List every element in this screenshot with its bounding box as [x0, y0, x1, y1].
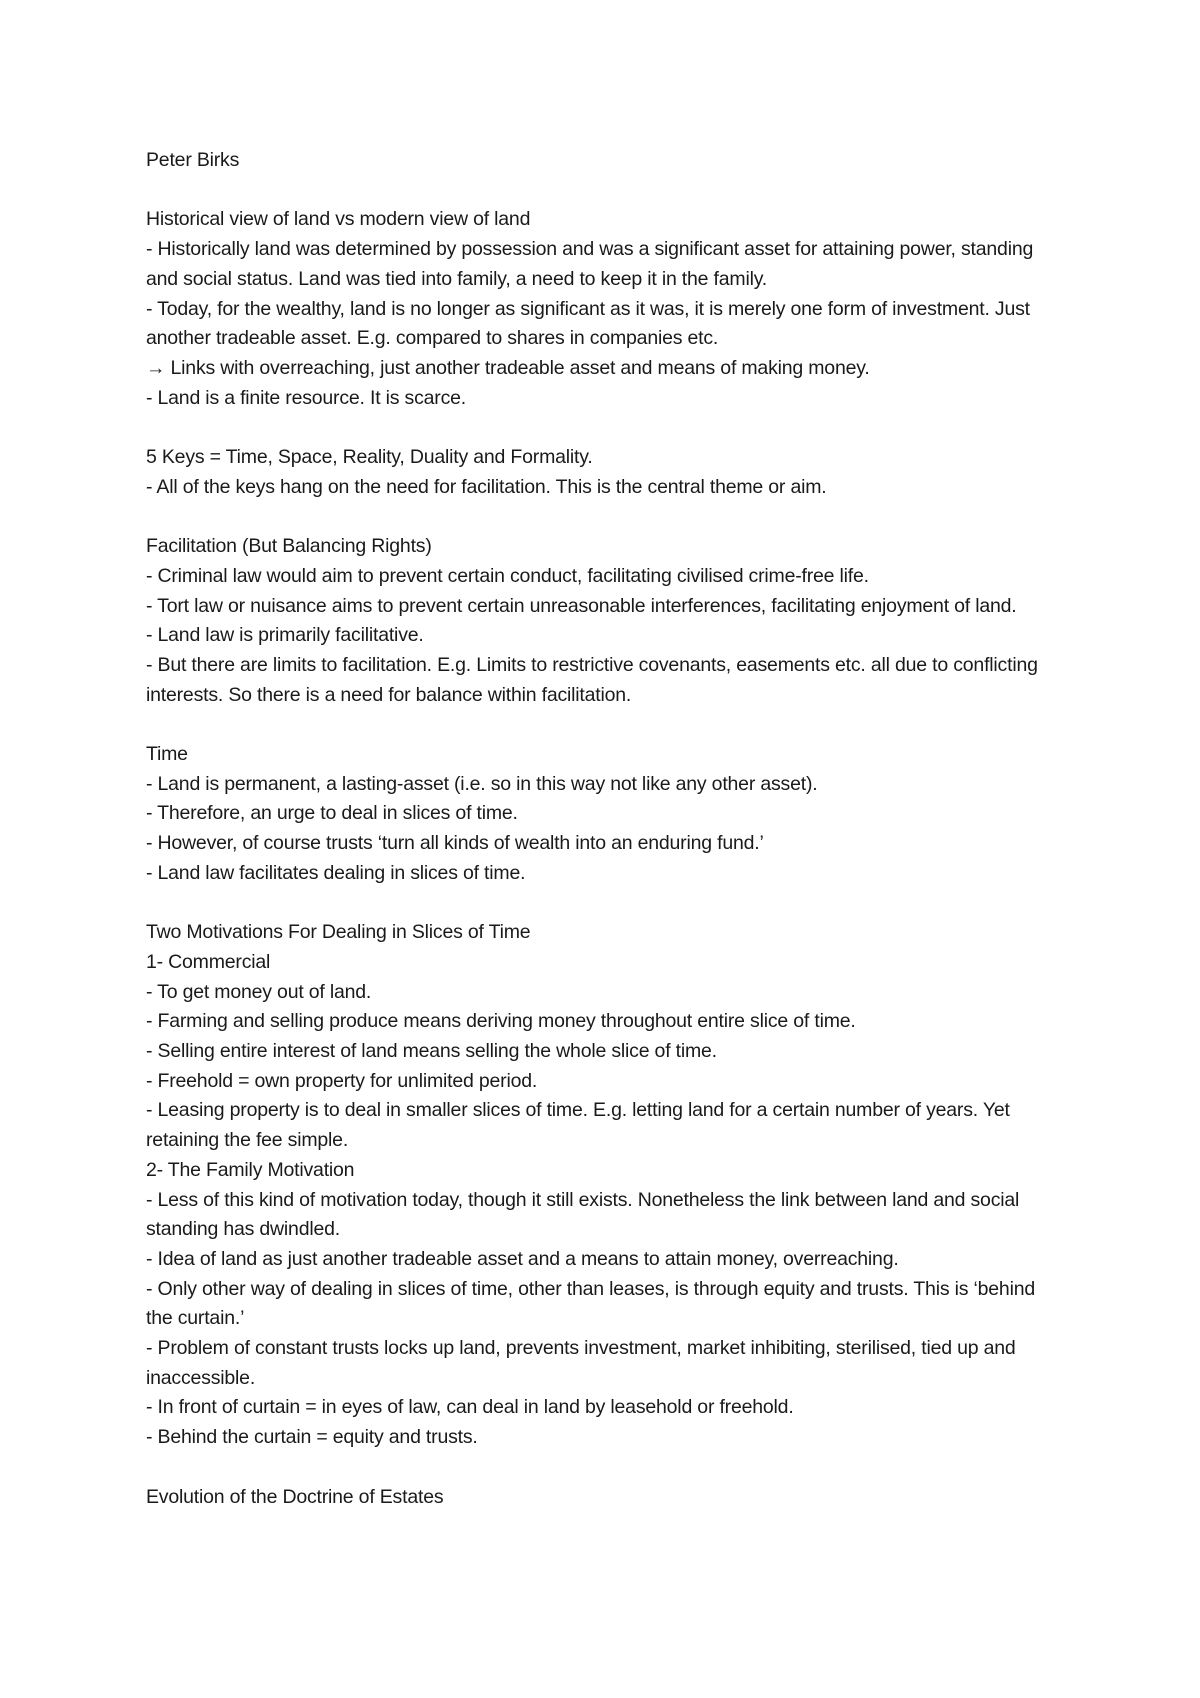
section-heading: Facilitation (But Balancing Rights)	[146, 535, 432, 558]
section-line: → Links with overreaching, just another tradeable asset and means of making money.	[146, 356, 870, 379]
section-line: - Idea of land as just another tradeable asset and a means to attain money, overreaching.	[146, 1247, 899, 1270]
section-line: - Leasing property is to deal in smaller slices of time. E.g. letting land for a certain number of years. Yet retaining the fee simple.	[146, 1099, 1015, 1152]
section-line: - Tort law or nuisance aims to prevent certain unreasonable interferences, facilitating enjoyment of land.	[146, 594, 1017, 617]
paragraph-gap	[146, 889, 1066, 919]
section-line: - Less of this kind of motivation today, though it still exists. Nonetheless the link between land and social standing has dwindled.	[146, 1188, 1025, 1241]
section-two-motivations	[146, 918, 1066, 1453]
section-line: - In front of curtain = in eyes of law, can deal in land by leasehold or freehold.	[146, 1396, 794, 1419]
section-facilitation	[146, 532, 1066, 710]
section-line: 1- Commercial	[146, 950, 271, 973]
paragraph-gap	[146, 413, 1066, 443]
section-line: - However, of course trusts ‘turn all kinds of wealth into an enduring fund.’	[146, 832, 764, 855]
section-heading: Evolution of the Doctrine of Estates	[146, 1485, 444, 1508]
section-line: - Behind the curtain = equity and trusts.	[146, 1426, 478, 1449]
section-line: - Land is permanent, a lasting-asset (i.e. so in this way not like any other asset).	[146, 772, 818, 795]
section-line: - Today, for the wealthy, land is no longer as significant as it was, it is merely one form of investment. Just another tradeable asset. E.g. compared to shares in companies etc.	[146, 297, 1036, 350]
paragraph-gap	[146, 176, 1066, 206]
document-body	[146, 146, 1066, 1512]
section-line: - But there are limits to facilitation. E.g. Limits to restrictive covenants, easements etc. all due to conflicting interests. So there is a need for balance within facilitation.	[146, 653, 1043, 706]
section-line: - Therefore, an urge to deal in slices of time.	[146, 802, 518, 825]
section-doctrine-of-estates	[146, 1483, 1066, 1513]
paragraph-gap	[146, 1453, 1066, 1483]
document-title: Peter Birks	[146, 149, 240, 171]
section-line: - To get money out of land.	[146, 980, 372, 1003]
section-line: - Freehold = own property for unlimited period.	[146, 1069, 538, 1092]
section-heading: Historical view of land vs modern view of land	[146, 208, 531, 231]
section-line: - Land is a finite resource. It is scarce.	[146, 386, 466, 409]
section-line: - Only other way of dealing in slices of time, other than leases, is through equity and trusts. This is ‘behind the curtain.’	[146, 1277, 1041, 1330]
section-five-keys	[146, 443, 1066, 502]
section-line: - Selling entire interest of land means selling the whole slice of time.	[146, 1040, 717, 1063]
section-heading: 5 Keys = Time, Space, Reality, Duality and Formality.	[146, 446, 593, 468]
paragraph-gap	[146, 502, 1066, 532]
section-line: - Criminal law would aim to prevent certain conduct, facilitating civilised crime-free life.	[146, 564, 869, 587]
section-line: 2- The Family Motivation	[146, 1158, 355, 1181]
section-line: - Land law is primarily facilitative.	[146, 624, 424, 647]
section-line: - All of the keys hang on the need for facilitation. This is the central theme or aim.	[146, 475, 827, 498]
section-time	[146, 740, 1066, 889]
paragraph-gap	[146, 710, 1066, 740]
section-historical-view	[146, 205, 1066, 413]
section-line: - Land law facilitates dealing in slices of time.	[146, 861, 526, 884]
section-heading: Two Motivations For Dealing in Slices of Time	[146, 921, 531, 944]
section-line: - Farming and selling produce means deriving money throughout entire slice of time.	[146, 1010, 856, 1033]
section-heading: Time	[146, 743, 188, 765]
section-line: - Historically land was determined by possession and was a significant asset for attaining power, standing and social status. Land was tied into family, a need to keep it in the family.	[146, 238, 1039, 290]
section-line: - Problem of constant trusts locks up land, prevents investment, market inhibiting, sterilised, tied up and inaccessible.	[146, 1337, 1021, 1389]
